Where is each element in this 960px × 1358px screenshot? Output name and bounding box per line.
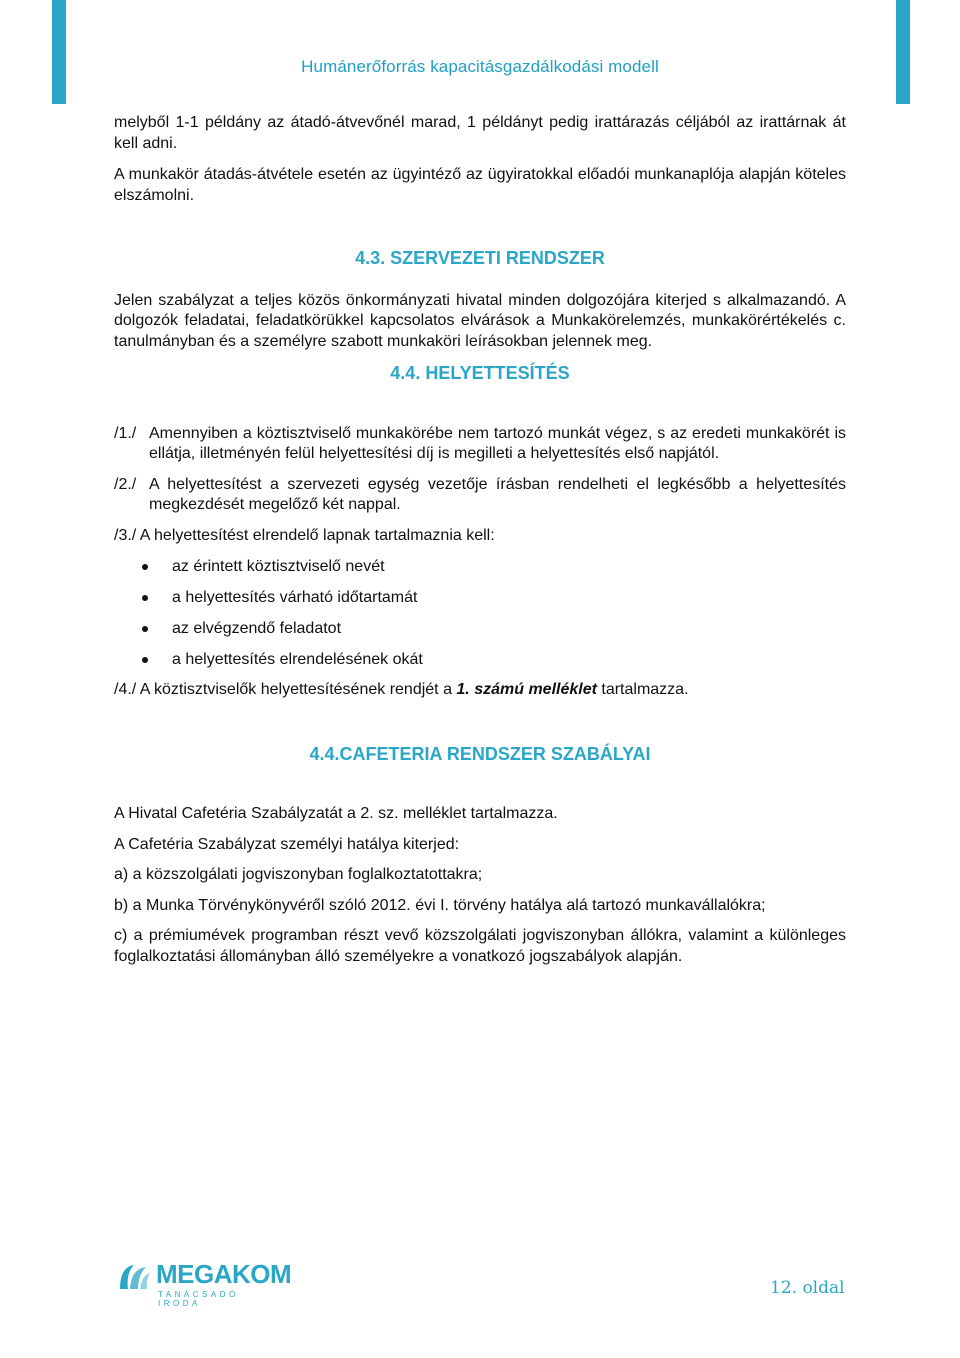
item-4-text-end: tartalmazza.: [596, 681, 689, 698]
numbered-item-text: Amennyiben a köztisztviselő munkakörébe nem tartozó munkát végez, s az eredeti munkakörét is ellátja, illetményén felül helyettesítési díj is megilleti a helyettesítés első napjától.: [149, 424, 846, 462]
page-number: 12. oldal: [770, 1278, 845, 1298]
bullet-list: [114, 557, 846, 681]
numbered-item-text: A helyettesítést a szervezeti egység vezetője írásban rendelheti el legkésőbb a helyettesítés megkezdését megelőző két nappal.: [149, 475, 846, 513]
cafeteria-paragraph: c) a prémiumévek programban részt vevő közszolgálati jogviszonyban állókra, valamint a különleges foglalkoztatási állományban álló személyekre a vonatkozó jogszabályok alapján.: [114, 927, 846, 965]
cafeteria-paragraph: A Cafetéria Szabályzat személyi hatálya kiterjed:: [114, 835, 460, 853]
item-4-text-start: /4./ A köztisztviselők helyettesítésének rendjét a: [114, 681, 457, 698]
megakom-logo: [116, 1259, 292, 1308]
annex-reference: 1. számú melléklet: [456, 681, 597, 698]
intro-paragraph-1: melyből 1-1 példány az átadó-átvevőnél marad, 1 példányt pedig irattárazás céljából az irattárnak át kell adni.: [114, 114, 846, 152]
document-body: [114, 113, 846, 967]
intro-paragraph-2: A munkakör átadás-átvétele esetén az ügyintéző az ügyiratokkal előadói munkanaplója alapján köteles elszámolni.: [114, 166, 846, 204]
header-right-accent-bar: [896, 0, 910, 104]
numbered-item-label: /2./: [114, 475, 137, 493]
cafeteria-paragraph: b) a Munka Törvénykönyvéről szóló 2012. évi I. törvény hatálya alá tartozó munkavállalókra;: [114, 896, 766, 914]
section-heading-cafeteria: 4.4.CAFETERIA RENDSZER SZABÁLYAI: [309, 743, 651, 764]
page-header-title: Humánerőforrás kapacitásgazdálkodási modell: [301, 57, 659, 76]
list-item: a helyettesítés elrendelésének okát: [114, 650, 846, 681]
numbered-item-2: [114, 475, 846, 516]
cafeteria-paragraph: A Hivatal Cafetéria Szabályzatát a 2. sz. melléklet tartalmazza.: [114, 805, 558, 822]
section-heading-szervezeti-rendszer: 4.3. SZERVEZETI RENDSZER: [355, 248, 605, 268]
logo-name: MEGAKOM: [156, 1259, 292, 1289]
cafeteria-paragraph: a) a közszolgálati jogviszonyban foglalkoztatottakra;: [114, 866, 483, 883]
logo-tagline: TANÁCSADÓ IRODA: [158, 1290, 239, 1308]
list-item: a helyettesítés várható időtartamát: [114, 588, 846, 619]
section-43-paragraph: Jelen szabályzat a teljes közös önkormányzati hivatal minden dolgozójára kiterjed s alkalmazandó. A dolgozók feladatai, feladatkörükkel kapcsolatos elvárások a Munkakörelemzés, munkakörértékelés c. tanulmányban és a személyre szabott munkaköri leírásokban jelennek meg.: [114, 291, 846, 350]
numbered-item-4: [114, 680, 846, 701]
header-left-accent-bar: [52, 0, 66, 104]
list-item: az érintett köztisztviselő nevét: [114, 557, 846, 588]
megakom-logo-mark-icon: [116, 1259, 152, 1295]
list-item: az elvégzendő feladatot: [114, 619, 846, 650]
numbered-item-label: /1./: [114, 424, 137, 442]
numbered-item-3: /3./ A helyettesítést elrendelő lapnak tartalmaznia kell:: [114, 526, 495, 544]
section-heading-helyettesites: 4.4. HELYETTESÍTÉS: [390, 363, 570, 383]
numbered-item-1: [114, 424, 846, 465]
